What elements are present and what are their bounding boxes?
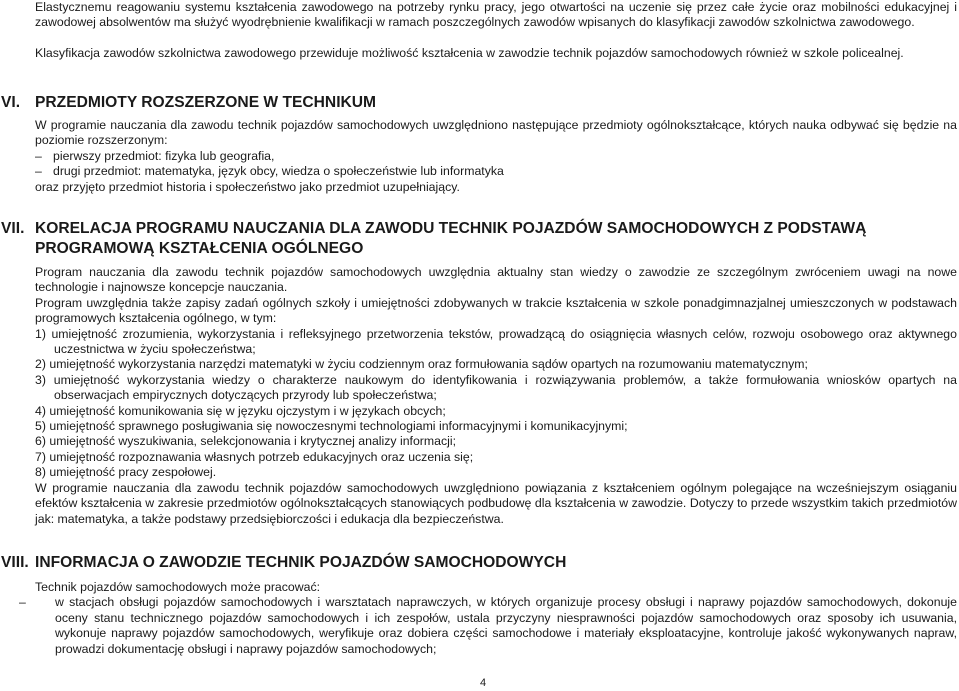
dash-bullet: – (35, 148, 42, 163)
list-item-text: pierwszy przedmiot: fizyka lub geografia, (53, 148, 275, 163)
dash-bullet: – (35, 164, 42, 179)
section-8-title: INFORMACJA O ZAWODZIE TECHNIK POJAZDÓW SAMOCHODOWYCH (35, 554, 567, 571)
section-6-heading (1, 93, 957, 113)
intro-paragraph-2: Klasyfikacja zawodów szkolnictwa zawodowego przewiduje możliwość kształcenia w zawodzie technik pojazdów samochodowych również w szkole policealnej. (35, 46, 904, 60)
skill-list-item: 3) umiejętność wykorzystania wiedzy o charakterze naukowym do identyfikowania i rozwiązywania problemów, a także formułowania wniosków opartych na obserwacjach empirycznych dotyczących przyrody lub społeczeństwa; (35, 372, 957, 403)
page-number: 4 (480, 677, 487, 689)
section-7-number: VII. (1, 220, 25, 237)
section-8-list-item (19, 595, 957, 657)
skill-list-item: 1) umiejętność zrozumienia, wykorzystania i refleksyjnego przetworzenia tekstów, prowadzącą do osiągnięcia własnych celów, rozwoju osobowego oraz aktywnego uczestnictwa w życiu społeczeństwa; (35, 326, 957, 357)
skill-list-item: 6) umiejętność wyszukiwania, selekcjonowania i krytycznej analizy informacji; (35, 434, 456, 449)
list-item-text: w stacjach obsługi pojazdów samochodowych i warsztatach naprawczych, w których organizuje procesy obsługi i naprawy pojazdów samochodowych, dokonuje oceny stanu technicznego pojazdów samochodowych i ich zespołów, ustala przyczyny niesprawności pojazdów samochodowych oraz sposoby ich usuwania, wykonuje naprawy pojazdów samochodowych, weryfikuje oraz dobiera części samochodowe i materiały eksploatacyjne, kontroluje jakość wykonywanych napraw, prowadzi dokumentację obsługi i naprawy pojazdów samochodowych; (55, 595, 957, 656)
section-7-paragraph-1: Program nauczania dla zawodu technik pojazdów samochodowych uwzględnia aktualny stan wiedzy o zawodzie ze szczególnym zwróceniem uwagi na nowe technologie i najnowsze koncepcje nauczania. (35, 265, 957, 295)
section-8-heading (1, 553, 957, 573)
skill-list-item: 4) umiejętność komunikowania się w języku ojczystym i w językach obcych; (35, 403, 446, 418)
section-8-number: VIII. (1, 554, 29, 571)
intro-paragraph-1: Elastycznemu reagowaniu systemu kształcenia zawodowego na potrzeby rynku pracy, jego otwartości na uczenie się przez całe życie oraz mobilności edukacyjnej i zawodowej absolwentów ma służyć wyodrębnienie kwalifikacji w ramach poszczególnych zawodów wpisanych do klasyfikacji zawodów szkolnictwa zawodowego. (35, 0, 957, 30)
skill-list-item: 8) umiejętność pracy zespołowej. (35, 465, 217, 480)
section-6-closing: oraz przyjęto przedmiot historia i społeczeństwo jako przedmiot uzupełniający. (35, 179, 460, 194)
skill-list-item: 7) umiejętność rozpoznawania własnych potrzeb edukacyjnych oraz uczenia się; (35, 449, 474, 464)
dash-bullet: – (19, 595, 26, 610)
section-7-paragraph-2: Program uwzględnia także zapisy zadań ogólnych szkoły i umiejętności zdobywanych w trakcie kształcenia w szkole ponadgimnazjalnej umieszczonych w podstawach programowych kształcenia ogólnego, w tym: (35, 295, 957, 326)
list-item-text: drugi przedmiot: matematyka, język obcy, wiedza o społeczeństwie lub informatyka (53, 164, 504, 179)
section-7-heading (1, 219, 957, 259)
section-6-title: PRZEDMIOTY ROZSZERZONE W TECHNIKUM (35, 94, 377, 111)
section-6-body (35, 118, 957, 195)
section-6-number: VI. (1, 94, 21, 111)
section-6-list-item (35, 164, 957, 179)
skill-list-item: 2) umiejętność wykorzystania narzędzi matematyki w życiu codziennym oraz formułowania sądów opartych na rozumowaniu matematycznym; (35, 357, 808, 372)
section-7-body (35, 265, 957, 527)
section-6-lead: W programie nauczania dla zawodu technik pojazdów samochodowych uwzględniono następujące przedmioty ogólnokształcące, których nauka odbywać się będzie na poziomie rozszerzonym: (35, 118, 957, 148)
section-8-body (19, 580, 957, 657)
section-7-title: KORELACJA PROGRAMU NAUCZANIA DLA ZAWODU TECHNIK POJAZDÓW SAMOCHODOWYCH Z PODSTAWĄ PROGRAMOWĄ KSZTAŁCENIA OGÓLNEGO (35, 220, 867, 257)
section-8-lead: Technik pojazdów samochodowych może pracować: (35, 580, 321, 594)
skill-list-item: 5) umiejętność sprawnego posługiwania się nowoczesnymi technologiami informacyjnymi i komunikacyjnymi; (35, 419, 628, 434)
section-6-list-item (35, 149, 957, 164)
section-7-paragraph-3: W programie nauczania dla zawodu technik pojazdów samochodowych uwzględniono powiązania z kształceniem ogólnym polegające na wcześniejszym osiąganiu efektów kształcenia w zakresie przedmiotów ogólnokształcących stanowiących podbudowę dla kształcenia w zawodzie. Dotyczy to przede wszystkim takich przedmiotów jak: matematyka, a także podstawy przedsiębiorczości i edukacja dla bezpieczeństwa. (35, 480, 957, 526)
